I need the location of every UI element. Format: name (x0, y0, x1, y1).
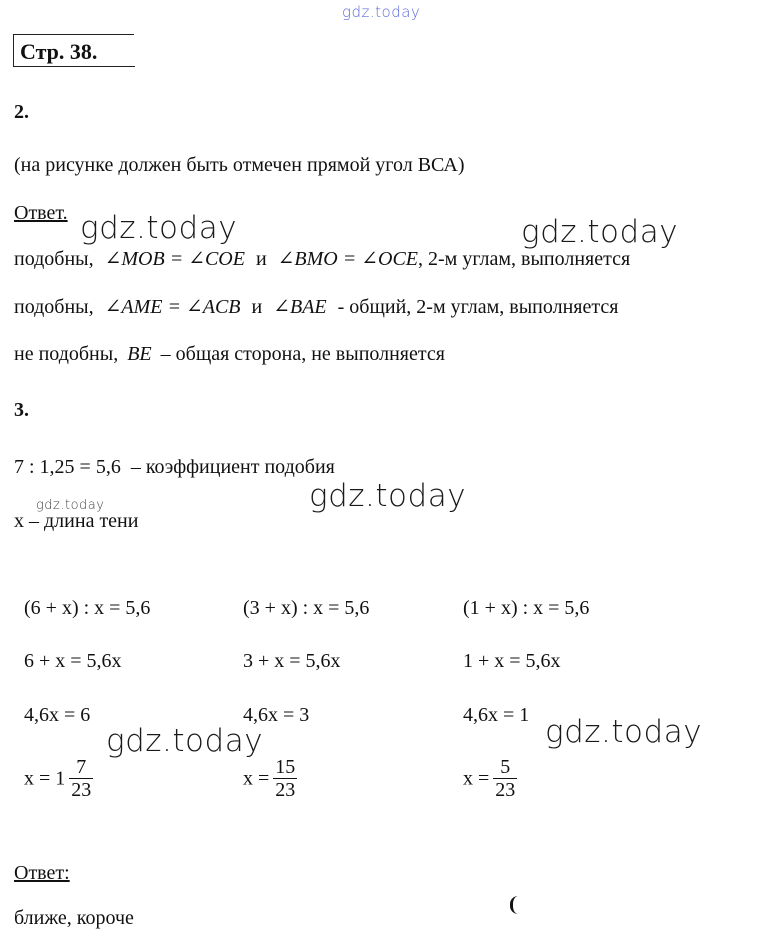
line3-prefix: не подобны, (14, 343, 119, 365)
task3-answer-label: Ответ: (14, 862, 70, 884)
watermark-2: gdz.today (521, 214, 679, 250)
line2-suffix: - общий, 2-м углам, выполняется (337, 296, 619, 318)
line1-conj: и (255, 248, 267, 270)
task3-number: 3. (14, 399, 29, 421)
col1-numerator: 7 (69, 756, 93, 779)
task3-coef-line: 7 : 1,25 = 5,6 – коэффициент подобия (14, 456, 335, 478)
watermark-5: gdz.today (106, 723, 264, 759)
col3-result-prefix: x = (463, 767, 490, 790)
task2-answer-label: Ответ. (14, 202, 68, 224)
task2-line3 (14, 342, 445, 366)
col3-eq2: 1 + x = 5,6x (463, 650, 561, 672)
col1-eq1: (6 + x) : x = 5,6 (24, 597, 151, 619)
line1-prefix: подобны, (14, 248, 94, 270)
line3-suffix: – общая сторона, не выполняется (160, 343, 445, 365)
line3-segment: BE (127, 343, 152, 365)
watermark-1: gdz.today (80, 210, 238, 246)
line2-angle-a: ∠AME = ∠ACB (104, 296, 241, 318)
col2-eq3: 4,6x = 3 (243, 704, 310, 726)
col2-numerator: 15 (275, 756, 296, 778)
col3-numerator: 5 (493, 756, 517, 779)
line2-prefix: подобны, (14, 296, 94, 318)
col2-denominator: 23 (275, 779, 296, 801)
col1-fraction (69, 756, 93, 801)
page-title-underline (13, 66, 135, 67)
line1-angle-b: ∠BMO = ∠OCE (277, 248, 419, 270)
col2-eq2: 3 + x = 5,6x (243, 650, 341, 672)
col3-eq1: (1 + x) : x = 5,6 (463, 597, 590, 619)
col1-denominator: 23 (71, 779, 92, 801)
ink-mark (510, 896, 519, 914)
col1-eq2: 6 + x = 5,6x (24, 650, 122, 672)
line2-conj: и (251, 296, 263, 318)
watermark-3: gdz.today (36, 498, 105, 513)
line1-angle-a: ∠MOB = ∠COE (104, 248, 245, 270)
col3-denominator: 23 (495, 779, 516, 801)
task3-var-line: x – длина тени (14, 510, 139, 532)
line1-suffix: , 2-м углам, выполняется (418, 248, 631, 270)
watermark-6: gdz.today (545, 714, 703, 750)
col3-fraction (493, 756, 517, 801)
line2-angle-b: ∠BAE (273, 296, 327, 318)
col2-fraction (273, 756, 297, 801)
task2-line2 (14, 295, 618, 319)
col3-result (463, 756, 517, 801)
col1-eq3: 4,6x = 6 (24, 704, 91, 726)
col2-result (243, 756, 297, 801)
task2-note: (на рисунке должен быть отмечен прямой угол ВСА) (14, 154, 465, 176)
col1-result (24, 756, 93, 801)
task2-line1 (14, 247, 630, 271)
col2-result-prefix: x = (243, 767, 270, 790)
col3-eq3: 4,6x = 1 (463, 704, 530, 726)
col1-result-prefix: x = 1 (24, 767, 66, 790)
task2-number: 2. (14, 101, 29, 123)
watermark-4: gdz.today (309, 478, 467, 514)
col2-eq1: (3 + x) : x = 5,6 (243, 597, 370, 619)
task3-answer-text: ближе, короче (14, 907, 134, 929)
watermark-top: gdz.today (342, 3, 421, 21)
page-title: Стр. 38. (20, 39, 98, 64)
